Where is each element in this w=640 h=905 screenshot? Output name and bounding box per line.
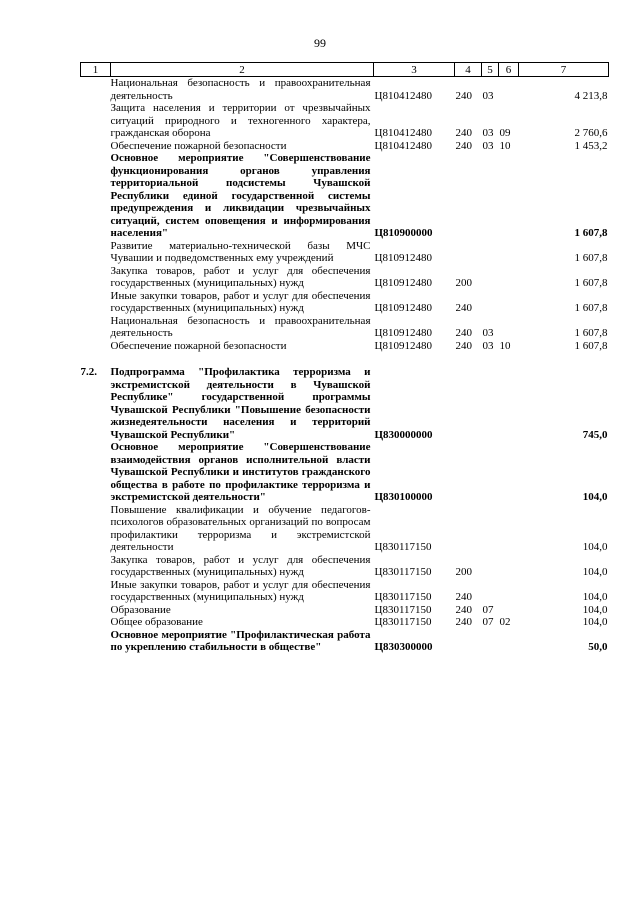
budget-table xyxy=(80,62,609,654)
row-target-code: Ц810912480 xyxy=(374,302,432,314)
row-target-code: Ц810912480 xyxy=(374,277,432,289)
row-target-code: Ц810412480 xyxy=(374,139,432,152)
page-number: 99 xyxy=(314,36,326,50)
row-section: 07 xyxy=(482,616,494,628)
row-section: 03 xyxy=(482,127,494,139)
table-header xyxy=(81,63,609,77)
row-number xyxy=(81,315,111,340)
row-section: 03 xyxy=(482,339,494,352)
row-amount: 2 760,6 xyxy=(574,127,608,139)
row-subsection: 09 xyxy=(499,127,511,139)
row-expense-type: 240 xyxy=(455,89,472,102)
row-subsection xyxy=(499,629,519,654)
row-number xyxy=(81,140,111,153)
table-row xyxy=(81,579,609,604)
row-name: Обеспечение пожарной безопасности xyxy=(110,339,287,352)
row-amount: 1 607,8 xyxy=(574,339,608,352)
row-number xyxy=(81,441,111,504)
row-target-code: Ц810912480 xyxy=(374,339,432,352)
row-target-code: Ц830117150 xyxy=(374,616,432,628)
row-amount: 1 607,8 xyxy=(574,277,608,289)
table-row xyxy=(81,140,609,153)
row-amount: 104,0 xyxy=(582,566,608,578)
row-target-code: Ц830000000 xyxy=(374,428,433,441)
row-subsection xyxy=(499,504,519,554)
table-row xyxy=(81,366,609,441)
row-amount: 1 607,8 xyxy=(574,252,608,264)
row-section xyxy=(482,366,499,441)
row-subsection xyxy=(499,240,519,265)
row-subsection: 10 xyxy=(499,139,511,152)
row-subsection xyxy=(499,77,519,103)
row-section xyxy=(482,240,499,265)
table-row xyxy=(81,315,609,340)
row-number xyxy=(81,629,111,654)
table-body xyxy=(81,77,609,654)
row-name: Повышение квалификации и обучение педагогов-психологов образовательных организаций по вопросам профилактики терроризма и экстремистской деятельности xyxy=(110,503,371,553)
row-number xyxy=(81,554,111,579)
row-name: Иные закупки товаров, работ и услуг для обеспечения государственных (муниципальных) нужд xyxy=(110,289,371,314)
row-expense-type: 240 xyxy=(455,127,472,139)
row-name: Защита населения и территории от чрезвычайных ситуаций природного и техногенного характера, гражданская оборона xyxy=(110,102,371,139)
row-number xyxy=(81,340,111,353)
row-target-code: Ц830117150 xyxy=(374,566,432,578)
row-subsection: 02 xyxy=(499,616,511,628)
row-target-code: Ц810912480 xyxy=(374,327,432,339)
row-expense-type: 240 xyxy=(455,327,472,339)
row-number xyxy=(81,504,111,554)
row-amount: 104,0 xyxy=(582,541,608,553)
row-section xyxy=(482,554,499,579)
row-number xyxy=(81,290,111,315)
row-amount: 104,0 xyxy=(582,591,608,603)
row-name: Обеспечение пожарной безопасности xyxy=(110,139,287,152)
row-expense-type xyxy=(455,629,482,654)
row-amount: 1 607,8 xyxy=(574,227,608,239)
row-target-code: Ц810412480 xyxy=(374,127,432,139)
row-number xyxy=(81,616,111,629)
row-number xyxy=(81,265,111,290)
row-target-code: Ц830300000 xyxy=(374,641,433,653)
column-header-5: 5 xyxy=(482,63,499,77)
column-header-3: 3 xyxy=(374,63,455,77)
column-header-1: 1 xyxy=(81,63,111,77)
row-number xyxy=(81,77,111,103)
row-number: 7.2. xyxy=(80,366,97,378)
row-subsection xyxy=(499,604,519,617)
table-row xyxy=(81,604,609,617)
table-row xyxy=(81,152,609,240)
row-number xyxy=(81,152,111,240)
table-row xyxy=(81,616,609,629)
row-number xyxy=(81,579,111,604)
row-amount: 104,0 xyxy=(582,616,608,628)
column-header-2: 2 xyxy=(111,63,374,77)
row-expense-type: 240 xyxy=(455,591,472,603)
row-name: Подпрограмма "Профилактика терроризма и экстремистской деятельности в Чувашской Республике" государственной программы Чувашской Республики "Повышение безопасности жизнедеятельности населения и территорий Чувашской Республики" xyxy=(110,366,371,441)
row-name: Развитие материально-технической базы МЧС Чувашии и подведомственных ему учреждений xyxy=(110,239,371,264)
row-amount: 1 607,8 xyxy=(574,327,608,339)
row-number xyxy=(81,102,111,140)
table-row xyxy=(81,554,609,579)
row-expense-type: 240 xyxy=(455,302,472,314)
table-row xyxy=(81,629,609,654)
row-expense-type: 240 xyxy=(455,603,472,616)
row-section xyxy=(482,265,499,290)
row-target-code: Ц830117150 xyxy=(374,591,432,603)
row-section xyxy=(482,290,499,315)
row-section: 03 xyxy=(482,139,494,152)
row-spacer xyxy=(81,352,609,366)
row-expense-type xyxy=(455,152,482,240)
table-row xyxy=(81,77,609,103)
row-amount: 1 453,2 xyxy=(574,139,608,152)
row-amount: 104,0 xyxy=(582,491,608,503)
row-section: 03 xyxy=(482,327,494,339)
table-row xyxy=(81,441,609,504)
row-expense-type xyxy=(455,240,482,265)
row-expense-type: 200 xyxy=(455,277,472,289)
table-row xyxy=(81,504,609,554)
row-subsection xyxy=(499,554,519,579)
spacer-cell xyxy=(81,352,609,366)
row-section: 07 xyxy=(482,603,494,616)
row-amount: 745,0 xyxy=(582,428,608,441)
row-section xyxy=(482,504,499,554)
row-amount: 104,0 xyxy=(582,603,608,616)
row-subsection xyxy=(499,366,519,441)
row-name: Общее образование xyxy=(110,616,203,628)
row-expense-type xyxy=(455,441,482,504)
table-row xyxy=(81,240,609,265)
row-name: Национальная безопасность и правоохранительная деятельность xyxy=(110,77,371,102)
row-name: Закупка товаров, работ и услуг для обеспечения государственных (муниципальных) нужд xyxy=(110,553,371,578)
table-row xyxy=(81,265,609,290)
row-section xyxy=(482,629,499,654)
row-name: Основное мероприятие "Совершенствование функционирования органов управления территориальной подсистемы Чувашской Республики единой государственной системы предупреждения и ликвидации чрезвычайных ситуаций, систем оповещения и информирования населения" xyxy=(110,152,371,239)
row-expense-type: 240 xyxy=(455,339,472,352)
row-target-code: Ц830117150 xyxy=(374,603,432,616)
column-header-4: 4 xyxy=(455,63,482,77)
column-header-6: 6 xyxy=(499,63,519,77)
table-row xyxy=(81,102,609,140)
row-subsection xyxy=(499,290,519,315)
table-row xyxy=(81,340,609,353)
row-name: Основное мероприятие "Профилактическая работа по укреплению стабильности в обществе" xyxy=(110,628,371,653)
row-name: Основное мероприятие "Совершенствование взаимодействия органов исполнительной власти Чувашской Республики и институтов гражданского общества в работе по профилактике терроризма и экстремистской деятельности" xyxy=(110,441,371,503)
row-target-code: Ц810412480 xyxy=(374,89,432,102)
row-name: Иные закупки товаров, работ и услуг для обеспечения государственных (муниципальных) нужд xyxy=(110,578,371,603)
table-row xyxy=(81,290,609,315)
row-expense-type xyxy=(455,504,482,554)
row-subsection xyxy=(499,152,519,240)
row-expense-type: 240 xyxy=(455,139,472,152)
row-number xyxy=(81,240,111,265)
row-subsection xyxy=(499,441,519,504)
row-target-code: Ц830100000 xyxy=(374,491,433,503)
row-section xyxy=(482,441,499,504)
row-expense-type xyxy=(455,366,482,441)
row-section xyxy=(482,152,499,240)
row-subsection xyxy=(499,265,519,290)
row-amount: 4 213,8 xyxy=(574,89,608,102)
row-subsection xyxy=(499,579,519,604)
row-expense-type: 200 xyxy=(455,566,472,578)
row-amount: 50,0 xyxy=(588,641,608,653)
row-name: Закупка товаров, работ и услуг для обеспечения государственных (муниципальных) нужд xyxy=(110,264,371,289)
row-subsection xyxy=(499,315,519,340)
row-name: Национальная безопасность и правоохранительная деятельность xyxy=(110,314,371,339)
column-header-7: 7 xyxy=(519,63,609,77)
row-target-code: Ц810900000 xyxy=(374,227,433,239)
row-amount: 1 607,8 xyxy=(574,302,608,314)
row-subsection: 10 xyxy=(499,339,511,352)
row-name: Образование xyxy=(110,603,171,616)
row-expense-type: 240 xyxy=(455,616,472,628)
row-target-code: Ц810912480 xyxy=(374,252,432,264)
row-target-code: Ц830117150 xyxy=(374,541,432,553)
row-section xyxy=(482,579,499,604)
row-number xyxy=(81,604,111,617)
row-section: 03 xyxy=(482,89,494,102)
